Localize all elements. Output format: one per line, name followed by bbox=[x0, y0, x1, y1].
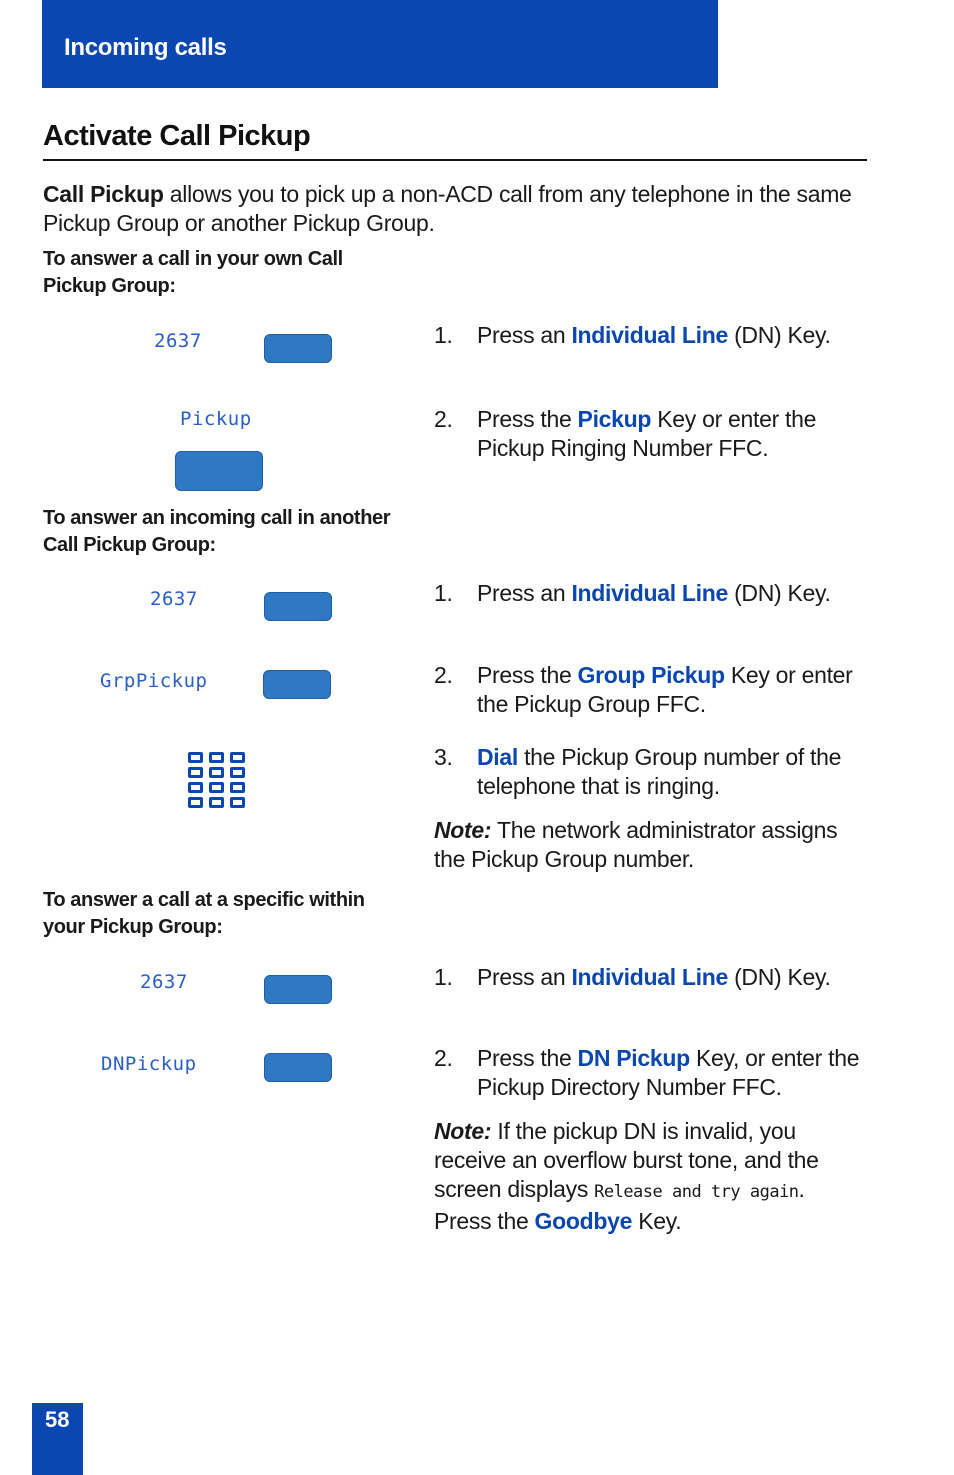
step-text: the Pickup Group number of the telephone that is ringing. bbox=[477, 744, 842, 799]
key-name: Goodbye bbox=[534, 1208, 633, 1234]
page-number-tab bbox=[32, 1403, 83, 1475]
step-text: Press the bbox=[477, 662, 578, 688]
group-pickup-key[interactable] bbox=[263, 670, 331, 699]
pickup-key[interactable] bbox=[175, 451, 263, 491]
individual-line-key[interactable] bbox=[264, 975, 332, 1004]
section-header-bar bbox=[42, 0, 718, 88]
step-number: 1. bbox=[434, 580, 453, 606]
step-number: 2. bbox=[434, 406, 453, 432]
key-name: Pickup bbox=[577, 406, 652, 432]
step-text: (DN) Key. bbox=[727, 964, 831, 990]
section-title: Incoming calls bbox=[64, 34, 227, 61]
note-text: . Press the bbox=[434, 1176, 805, 1234]
note-text: Key. bbox=[632, 1208, 682, 1234]
section-heading-another-group: To answer an incoming call in another Call Pickup Group: bbox=[43, 507, 391, 556]
step-number: 1. bbox=[434, 964, 453, 990]
step-text: Press the bbox=[477, 406, 578, 432]
key-name: Group Pickup bbox=[577, 662, 725, 688]
note-label: Note: bbox=[434, 817, 492, 843]
dn-pickup-key[interactable] bbox=[264, 1053, 332, 1082]
step-number: 2. bbox=[434, 1045, 453, 1071]
dialpad-icon bbox=[188, 752, 246, 810]
step-number: 1. bbox=[434, 322, 453, 348]
step-text: Press an bbox=[477, 964, 572, 990]
page-title: Activate Call Pickup bbox=[43, 120, 311, 152]
step-text: Press the bbox=[477, 1045, 578, 1071]
note-text: The network administrator assigns the Pickup Group number. bbox=[434, 817, 838, 872]
key-name: Individual Line bbox=[571, 322, 728, 348]
lcd-dn-label: 2637 bbox=[154, 330, 202, 352]
step-text: (DN) Key. bbox=[727, 322, 831, 348]
page-number: 58 bbox=[45, 1407, 70, 1432]
key-name: Dial bbox=[477, 744, 518, 770]
lcd-pickup-label: Pickup bbox=[180, 408, 252, 430]
key-name: DN Pickup bbox=[577, 1045, 690, 1071]
lcd-dn-label: 2637 bbox=[140, 971, 188, 993]
step-text: Press an bbox=[477, 580, 572, 606]
step-text: (DN) Key. bbox=[727, 580, 831, 606]
step-text: Key or enter the Pickup Group FFC. bbox=[477, 662, 853, 717]
lcd-dn-label: 2637 bbox=[150, 588, 198, 610]
individual-line-key[interactable] bbox=[264, 592, 332, 621]
intro-text: allows you to pick up a non-ACD call from any telephone in the same Pickup Group or another Pickup Group. bbox=[43, 181, 852, 236]
intro-paragraph bbox=[43, 180, 873, 238]
note-label: Note: bbox=[434, 1118, 492, 1144]
individual-line-key[interactable] bbox=[264, 334, 332, 363]
note bbox=[434, 816, 864, 874]
title-divider bbox=[43, 159, 867, 161]
section-heading-own-group: To answer a call in your own Call Pickup Group: bbox=[43, 248, 343, 297]
step-text: Key or enter the Pickup Ringing Number FFC. bbox=[477, 406, 817, 461]
step-text: Key, or enter the Pickup Directory Number FFC. bbox=[477, 1045, 860, 1100]
lcd-grppickup-label: GrpPickup bbox=[100, 670, 208, 692]
section-heading-specific-dn: To answer a call at a specific within your Pickup Group: bbox=[43, 889, 365, 938]
note bbox=[434, 1117, 864, 1236]
lcd-dnpickup-label: DNPickup bbox=[101, 1053, 197, 1075]
key-name: Individual Line bbox=[571, 964, 728, 990]
note-text: If the pickup DN is invalid, you receive an overflow burst tone, and the screen displays bbox=[434, 1118, 819, 1202]
display-message: Release and try again bbox=[594, 1182, 799, 1202]
key-name: Individual Line bbox=[571, 580, 728, 606]
step-text: Press an bbox=[477, 322, 572, 348]
intro-term: Call Pickup bbox=[43, 181, 164, 207]
step-number: 2. bbox=[434, 662, 453, 688]
step-number: 3. bbox=[434, 744, 453, 770]
